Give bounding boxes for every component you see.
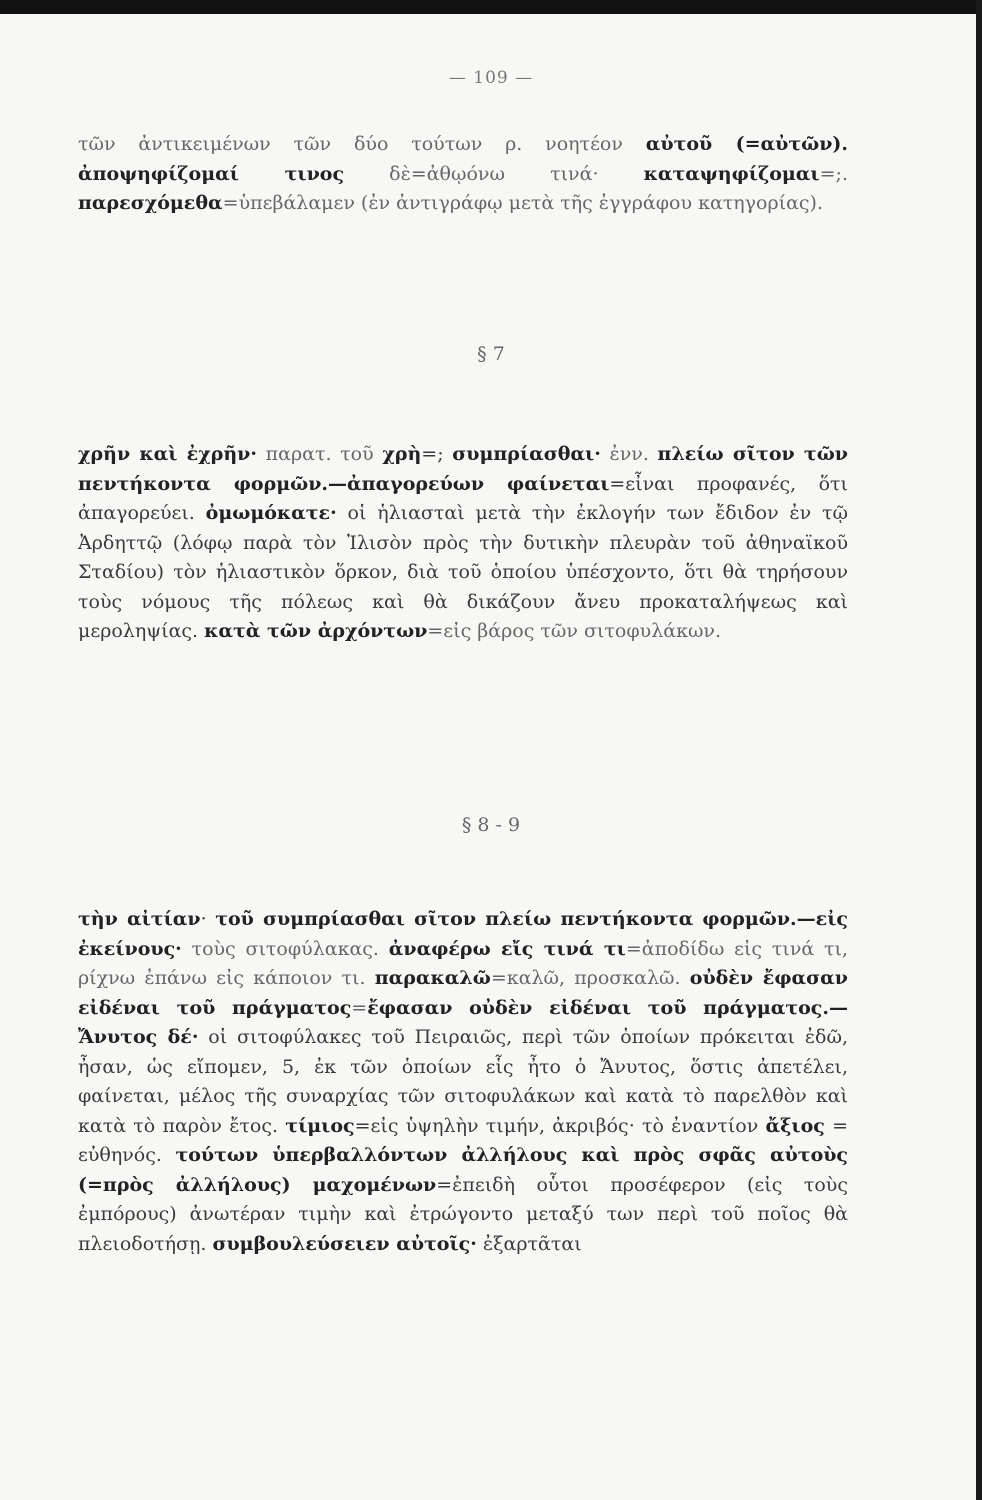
text-run: =εἶναι προφανές, ὅτι ἀπαγορεύει.	[78, 472, 848, 524]
bold-term: κατὰ τῶν ἀρχόντων	[204, 620, 428, 642]
text-run: =	[351, 996, 368, 1019]
bold-term: παρακαλῶ	[374, 967, 491, 989]
text-run: ἐνν.	[600, 443, 658, 465]
bold-term: ἀποψηφίζομαί τινος	[78, 162, 345, 185]
text-run: = εὐθηνός.	[78, 1114, 848, 1166]
text-run: τῶν ἀντικειμένων τῶν δύο τούτων ρ. νοητέον	[78, 133, 646, 155]
bold-term: συμβουλεύσειεν αὐτοῖς·	[212, 1232, 477, 1255]
text-run: οἱ ἡλιασταὶ μετὰ τὴν ἐκλογήν των ἔδιδον ἐν τῷ Ἀρδηττῷ (λόφῳ παρὰ τὸν Ἰλισὸν πρὸς τὴν δυτικὴν πλευρὰν τοῦ ἀθηναϊκοῦ Σταδίου) τὸν ἡλιαστικὸν ὅρκον, διὰ τοῦ ὁποίου ὑπέσχοντο, ὅτι θὰ τηρήσουν τοὺς νόμους τῆς πόλεως καὶ θὰ δικάζουν ἄνευ προκαταλήψεως καὶ μεροληψίας.	[78, 502, 848, 642]
text-run: οἱ σιτοφύλακες τοῦ Πειραιῶς, περὶ τῶν ὁποίων πρόκειται ἐδῶ, ἦσαν, ὡς εἴπομεν, 5, ἐκ τῶν ὁποίων εἷς ἦτο ὁ Ἄνυτος, ὅστις ἀπετέλει, φαίνεται, μέλος τῆς συναρχίας τῶν σιτοφυλάκων καὶ κατὰ τὸ παρελθὸν καὶ κατὰ τὸ παρὸν ἔτος.	[78, 1026, 848, 1137]
text-run: =;	[421, 443, 453, 465]
text-run: =ὑπεβάλαμεν (ἐν ἀντιγράφῳ μετὰ τῆς ἐγγράφου	[222, 192, 693, 214]
section-7-paragraph	[78, 440, 848, 647]
text-run: ἐξαρτᾶται	[476, 1232, 582, 1255]
bold-term: τούτων ὑπερβαλλόντων ἀλλήλους καὶ πρὸς σφᾶς αὐτοὺς (=πρὸς ἀλλήλους) μαχομένων	[78, 1144, 848, 1196]
bold-term: οὐδὲν ἔφασαν εἰδέναι τοῦ πράγματος	[78, 967, 848, 1019]
text-run: =εἰς ὑψηλὴν τιμήν, ἀκριβός· τὸ ἐναντίον	[354, 1114, 766, 1137]
text-run: =καλῶ, προσκαλῶ.	[490, 967, 690, 989]
section-heading-8-9: § 8 - 9	[461, 814, 521, 836]
scan-border-top	[0, 0, 982, 14]
bold-term: χρὴ	[382, 443, 422, 465]
text-run: κατηγορίας).	[698, 192, 824, 214]
text-run: παρατ. τοῦ	[256, 443, 383, 465]
bold-term: ἄξιος	[765, 1114, 825, 1137]
section-8-9-paragraph	[78, 905, 848, 1259]
section-8-9-text	[78, 905, 848, 1259]
text-run: =;.	[819, 162, 848, 185]
bold-term: τίμιος	[285, 1114, 355, 1137]
bold-term: ἔφασαν οὐδὲν εἰδέναι τοῦ πράγματος.—Ἄνυτος δέ·	[78, 996, 848, 1048]
bold-term: τὴν αἰτίαν	[78, 908, 201, 930]
section-7-text	[78, 440, 848, 647]
intro-paragraph	[78, 130, 848, 219]
page-number: — 109 —	[448, 68, 534, 88]
text-run: ·	[200, 908, 216, 930]
bold-term: ὀμωμόκατε·	[205, 502, 337, 524]
bold-term: παρεσχόμεθα	[78, 192, 223, 214]
bold-term: τοῦ συμπρίασθαι σῖτον πλείω πεντήκοντα φορμῶν.—εἰς ἐκείνους·	[78, 908, 848, 960]
text-run: τοὺς σιτοφύλακας.	[181, 937, 389, 960]
text-run: =ἀποδίδω εἰς τινά τι, ρίχνω ἐπάνω εἰς κάποιον τι.	[78, 937, 848, 989]
text-run: δὲ=ἀθῳόνω τινά·	[344, 162, 644, 185]
intro-text	[78, 130, 848, 219]
section-heading-7: § 7	[477, 343, 505, 365]
bold-term: καταψηφίζομαι	[643, 162, 820, 185]
bold-term: πλείω σῖτον τῶν πεντήκοντα φορμῶν.—ἀπαγορεύων φαίνεται	[78, 443, 848, 495]
bold-term: αὐτοῦ (=αὐτῶν).	[645, 133, 849, 155]
text-run: =εἰς βάρος τῶν σιτοφυλάκων.	[427, 620, 722, 642]
text-run: =ἐπειδὴ οὗτοι προσέφερον (εἰς τοὺς ἐμπόρους) ἀνωτέραν τιμὴν καὶ ἐτρώγοντο μεταξύ των περὶ τοῦ ποῖος θὰ πλειοδοτήσῃ.	[78, 1173, 848, 1255]
bold-term: συμπρίασθαι·	[452, 443, 601, 465]
bold-term: ἀναφέρω εἴς τινά τι	[388, 937, 626, 960]
bold-term: χρῆν καὶ ἐχρῆν·	[78, 443, 257, 465]
scan-border-right	[976, 0, 982, 1500]
